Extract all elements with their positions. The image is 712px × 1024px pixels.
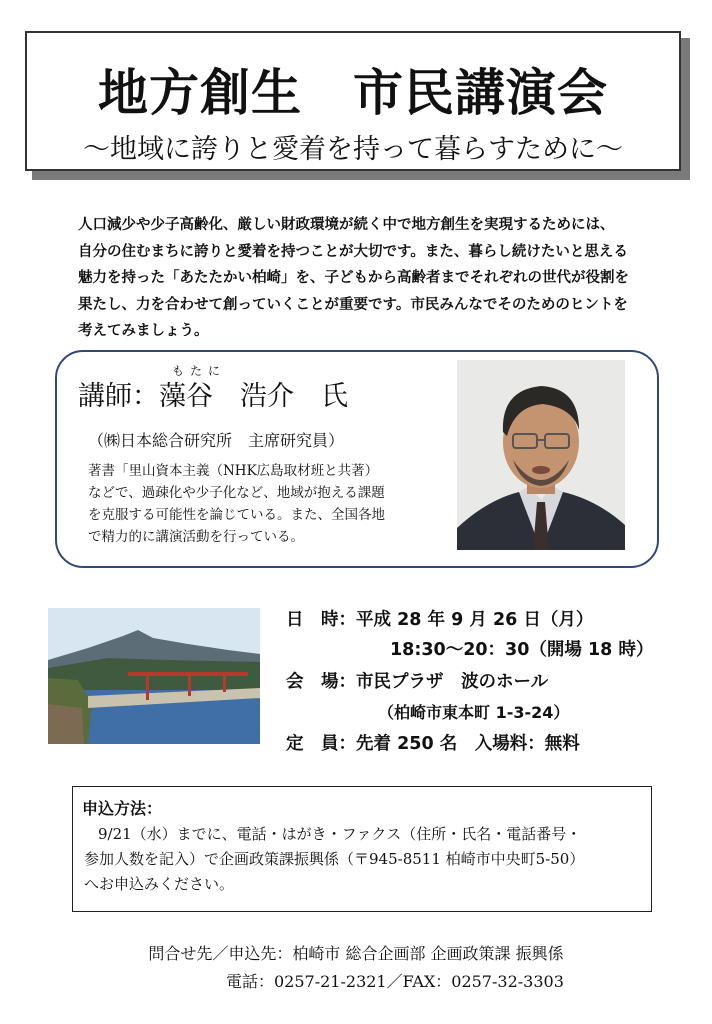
lecturer-name: 講師：藻谷 浩介 氏 [78, 381, 348, 412]
event-datetime [286, 606, 593, 631]
description-line: を克服する可能性を論じている。また、全国各地 [88, 507, 385, 523]
intro-line: 果たし、力を合わせて創っていくことが重要です。市民みんなでそのためのヒントを [78, 296, 628, 313]
description-line: 著書「里山資本主義（NHK広島取材班と共著） [88, 463, 379, 479]
contact-line: 問合せ先／申込先：柏崎市 総合企画部 企画政策課 振興係 [148, 944, 564, 963]
lecturer-affiliation: （㈱日本総合研究所 主席研究員） [88, 431, 345, 450]
application-line: 9/21（水）までに、電話・はがき・ファクス（住所・氏名・電話番号・ [98, 825, 582, 843]
application-text [84, 822, 644, 897]
capacity-label: 定 員： [286, 734, 356, 754]
contact-phone: 電話：0257-21-2321／FAX：0257-32-3303 [226, 972, 564, 991]
datetime-label: 日 時： [286, 610, 356, 630]
intro-line: 自分の住むまちに誇りと愛着を持つことが大切です。また、暮らし続けたいと思える [78, 243, 628, 260]
venue-label: 会 場： [286, 672, 356, 692]
intro-line: 魅力を持った「あたたかい柏崎」を、子どもから高齢者までそれぞれの世代が役割を [78, 270, 629, 286]
title-box [25, 31, 681, 171]
event-time: 18:30～20：30（開場 18 時） [390, 640, 654, 660]
intro-paragraph [78, 212, 658, 345]
description-line: で精力的に講演活動を行っている。 [88, 529, 304, 545]
intro-line: 人口減少や少子高齢化、厳しい財政環境が続く中で地方創生を実現するためには、 [78, 217, 615, 233]
datetime-value: 平成 28 年 9 月 26 日（月） [356, 610, 594, 630]
venue-value: 市民プラザ 波のホール [356, 672, 549, 692]
lecturer-name-ruby: もたに [172, 364, 227, 378]
lecturer-photo [457, 360, 625, 550]
event-capacity [286, 730, 580, 755]
application-heading: 申込方法： [82, 799, 163, 818]
venue-address: （柏崎市東本町 1-3-24） [378, 703, 570, 722]
page-title: 地方創生 市民講演会 [98, 64, 608, 122]
application-line: へお申込みください。 [84, 875, 235, 893]
application-line: 参加人数を記入）で企画政策課振興係（〒945-8511 柏崎市中央町5-50） [84, 850, 585, 868]
capacity-value: 先着 250 名 入場料：無料 [356, 734, 580, 754]
lecturer-description [88, 460, 438, 548]
landscape-photo [48, 608, 260, 744]
event-venue [286, 668, 548, 693]
intro-line: 考えてみましょう。 [78, 323, 209, 339]
page-subtitle: ～地域に誇りと愛着を持って暮らすために～ [83, 134, 623, 165]
description-line: などで、過疎化や少子化など、地域が抱える課題 [88, 485, 385, 501]
